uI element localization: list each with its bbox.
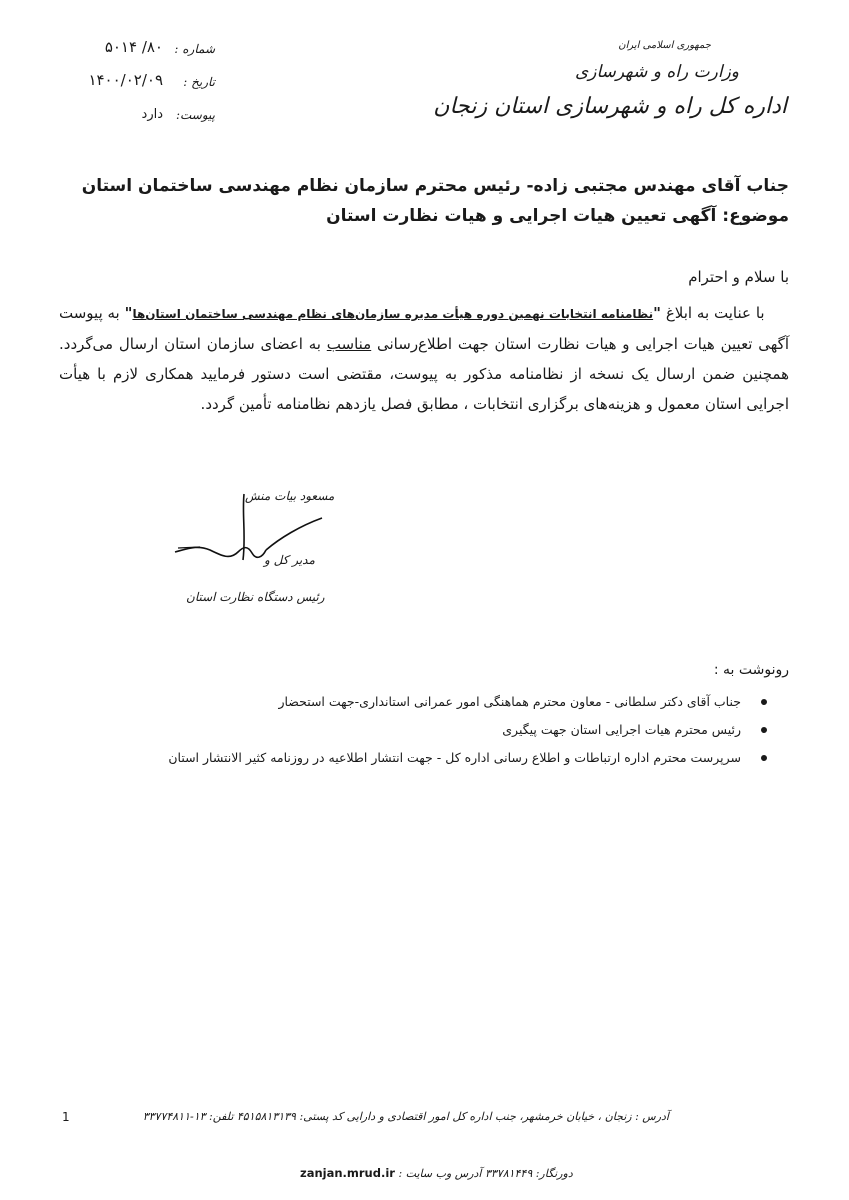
website-link[interactable]: zanjan.mrud.ir: [300, 1166, 395, 1180]
letter-attachment: [40, 108, 215, 130]
letterhead-office: اداره کل راه و شهرسازی استان زنجان: [433, 94, 787, 119]
letterhead-country: جمهوری اسلامی ایران: [618, 40, 711, 51]
footer-address: آدرس : زنجان ، خیابان خرمشهر، جنب اداره کل امور اقتصادی و دارایی کد پستی: ۴۵۱۵۸۱۳۱۳۹ تلفن: ۱۳-۳۳۷۷۴۸۱۱: [142, 1110, 669, 1123]
cc-item: رئیس محترم هیات اجرایی استان جهت پیگیری: [168, 716, 767, 744]
body-underlined-word: مناسب: [326, 335, 372, 353]
letter-body: با عنایت به ابلاغ "نظامنامه انتخابات نهمین دوره هیأت مدیره سازمان‌های نظام مهندسی ساختمان استان‌ها" به پیوست آگهی تعیین هیات اجرایی و هیات نظارت استان جهت اطلاع‌رسانی مناسب به اعضای سازمان استان ارسال می‌گردد. همچنین ضمن ارسال یک نسخه از نظامنامه مذکور به پیوست، مقتضی است دستور فرمایید همکاری لازم با هیأت اجرایی استان معمول و هزینه‌های برگزاری انتخابات ، مطابق فصل یازدهم نظامنامه تأمین گردد.: [59, 304, 789, 413]
subject: موضوع: آگهی تعیین هیات اجرایی و هیات نظارت استان: [326, 206, 789, 226]
signatory-name: مسعود بیات منش: [245, 489, 335, 503]
page-number: 1: [62, 1110, 70, 1124]
signatory-title: مدیر کل و: [264, 553, 315, 567]
letter-date: [40, 71, 215, 97]
letter-number-value: ۸۰/ ۵۰۱۴: [104, 38, 163, 56]
letter-attachment-value: دارد: [141, 107, 163, 122]
footer-fax-text: دورنگار: ۳۳۷۸۱۴۴۹ آدرس وب سایت :: [398, 1167, 573, 1180]
body-part2: به اعضای سازمان استان ارسال می‌گردد. همچنین ضمن ارسال یک نسخه از نظامنامه مذکور به پیوست، مقتضی است دستور فرمایید همکاری لازم با هیأت اجرایی استان معمول و هزینه‌های برگزاری انتخابات ، مطابق فصل یازدهم نظامنامه تأمین گردد.: [59, 335, 789, 413]
bullet-icon: [761, 755, 767, 761]
letter-attachment-label: پیوست:: [175, 108, 215, 122]
body-quoted-title: نظامنامه انتخابات نهمین دوره هیأت مدیره سازمان‌های نظام مهندسی ساختمان استان‌ها: [132, 307, 654, 321]
signatory-title-2: رئیس دستگاه نظارت استان: [186, 590, 325, 604]
letter-date-label: تاریخ :: [183, 75, 215, 89]
cc-item: جناب آقای دکتر سلطانی - معاون محترم هماهنگی امور عمرانی استانداری-جهت استحضار: [168, 688, 767, 716]
letter-number-label: شماره :: [174, 42, 215, 56]
cc-item: سرپرست محترم اداره ارتباطات و اطلاع رسانی اداره کل - جهت انتشار اطلاعیه در روزنامه کثیر الانتشار استان: [168, 744, 767, 772]
letter-date-value: ۱۴۰۰/۰۲/۰۹: [88, 71, 163, 89]
letter-number: [40, 38, 215, 64]
cc-list: [168, 688, 767, 772]
body-part1: به پیوست آگهی تعیین هیات اجرایی و هیات نظارت استان جهت اطلاع‌رسانی: [59, 304, 789, 353]
cc-label: رونوشت به :: [713, 662, 789, 678]
bullet-icon: [761, 727, 767, 733]
footer-fax: [300, 1166, 573, 1180]
letterhead-ministry: وزارت راه و شهرسازی: [574, 62, 739, 82]
bullet-icon: [761, 699, 767, 705]
addressee: جناب آقای مهندس مجتبی زاده- رئیس محترم سازمان نظام مهندسی ساختمان استان: [81, 176, 789, 196]
greeting: با سلام و احترام: [688, 268, 789, 286]
body-intro: با عنایت به ابلاغ: [665, 304, 765, 322]
